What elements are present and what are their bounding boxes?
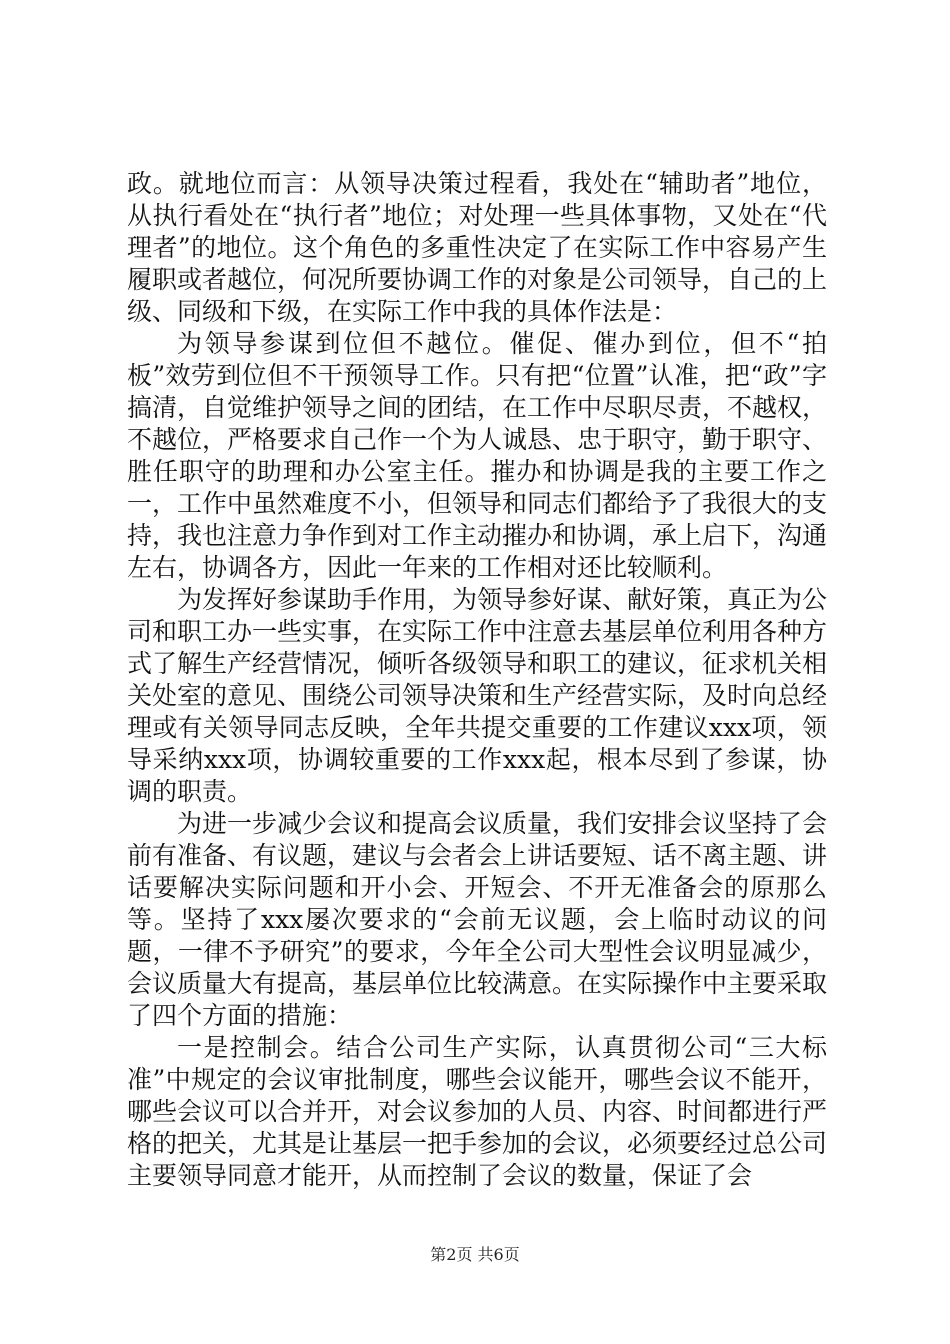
paragraph-control-meetings: 一是控制会。结合公司生产实际，认真贯彻公司“三大标准”中规定的会议审批制度，哪些会议能开，哪些会议不能开，哪些会议可以合并开，对会议参加的人员、内容、时间都进行严格的把关，尤其是让基层一把手参加的会议，必须要经过总公司主要领导同意才能开，从而控制了会议的数量，保证了会	[127, 1033, 828, 1190]
paragraph-continuation: 政。就地位而言：从领导决策过程看，我处在“辅助者”地位，从执行看处在“执行者”地位；对处理一些具体事物，又处在“代理者”的地位。这个角色的多重性决定了在实际工作中容易产生履职或者越位，何况所要协调工作的对象是公司领导，自己的上级、同级和下级，在实际工作中我的具体作法是：	[127, 169, 828, 326]
document-body	[127, 168, 827, 1192]
page-number-footer: 第2页 共6页	[430, 1245, 520, 1264]
paragraph-suggestions: 为发挥好参谋助手作用，为领导参好谋、献好策，真正为公司和职工办一些实事，在实际工作中注意去基层单位利用各种方式了解生产经营情况，倾听各级领导和职工的建议，征求机关相关处室的意见、围绕公司领导决策和生产经营实际，及时向总经理或有关领导同志反映，全年共提交重要的工作建议xxx项，领导采纳xxx项，协调较重要的工作xxx起，根本尽到了参谋，协调的职责。	[127, 585, 828, 806]
paragraph-meetings: 为进一步减少会议和提高会议质量，我们安排会议坚持了会前有准备、有议题，建议与会者会上讲话要短、话不离主题、讲话要解决实际问题和开小会、开短会、不开无准备会的原那么等。坚持了xxx屡次要求的“会前无议题，会上临时动议的问题，一律不予研究”的要求，今年全公司大型性会议明显减少，会议质量大有提高，基层单位比较满意。在实际操作中主要采取了四个方面的措施：	[127, 809, 828, 1030]
paragraph-advisory-role: 为领导参谋到位但不越位。催促、催办到位，但不“拍板”效劳到位但不干预领导工作。只有把“位置”认准，把“政”字搞清，自觉维护领导之间的团结，在工作中尽职尽责，不越权，不越位，严格要求自己作一个为人诚恳、忠于职守，勤于职守、胜任职守的助理和办公室主任。摧办和协调是我的主要工作之一，工作中虽然难度不小，但领导和同志们都给予了我很大的支持，我也注意力争作到对工作主动摧办和协调，承上启下，沟通左右，协调各方，因此一年来的工作相对还比较顺利。	[127, 329, 828, 582]
